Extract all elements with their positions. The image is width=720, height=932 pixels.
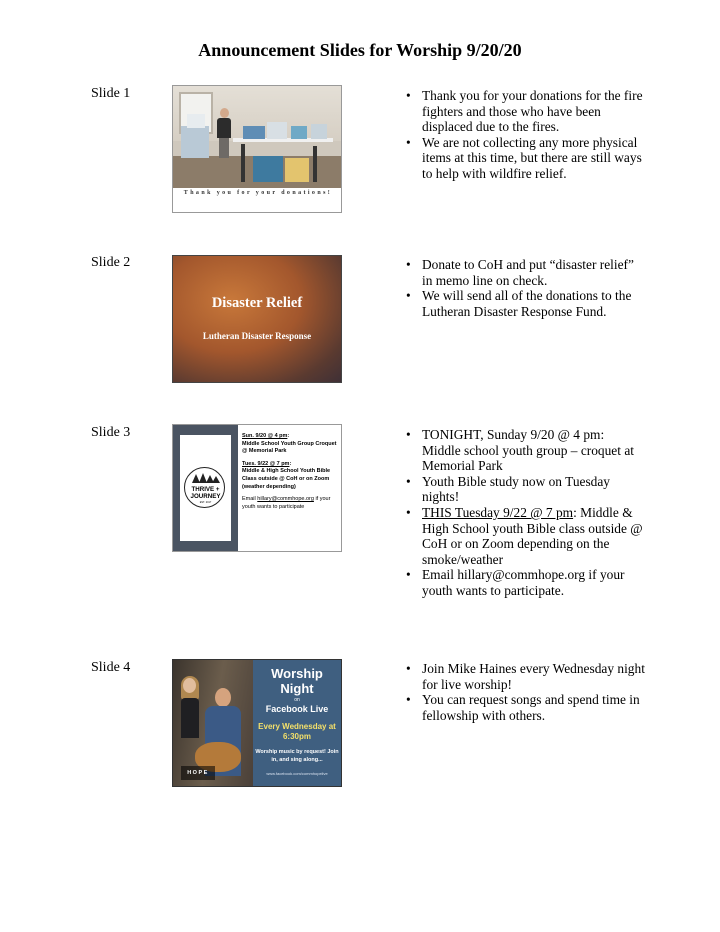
event-desc: Middle School Youth Group Croquet @ Memorial Park	[242, 440, 337, 455]
email-post: if your youth wants to participate	[242, 496, 331, 510]
event-desc: Middle & High School Youth Bible Class outside @ CoH or on Zoom (weather depending)	[242, 468, 331, 490]
slide-1-note: • We are not collecting any more physical items at this time, but there are still ways to help with wildfire relief.	[406, 135, 646, 182]
slide-2-heading: Disaster Relief	[211, 295, 303, 311]
email-link[interactable]: hillary@commhope.org	[257, 496, 314, 503]
slide-3-notes	[406, 427, 646, 599]
logo-tag: EST. 2017	[199, 501, 212, 504]
slide-2-note: • Donate to CoH and put “disaster relief” in memo line on check.	[406, 257, 646, 288]
slide-1-caption: Thank you for your donations!	[183, 190, 333, 196]
logo-text: JOURNEY	[190, 492, 221, 500]
slide-2-note: • We will send all of the donations to the Lutheran Disaster Response Fund.	[406, 288, 646, 319]
on-text: on	[294, 697, 300, 703]
slide-2-thumbnail	[172, 255, 342, 383]
event-date: Tues. 9/22 @ 7 pm	[242, 460, 290, 467]
slide-3-note	[406, 505, 646, 567]
email-pre: Email	[242, 496, 258, 503]
slide-1-notes	[406, 88, 646, 182]
slide-1-label: Slide 1	[91, 86, 131, 101]
slide-4-thumbnail	[172, 659, 342, 787]
slide-3-note: • TONIGHT, Sunday 9/20 @ 4 pm: Middle school youth group – croquet at Memorial Park	[406, 427, 646, 474]
page-title: Announcement Slides for Worship 9/20/20	[198, 40, 522, 60]
donations-photo	[173, 86, 342, 188]
trees-icon	[190, 473, 221, 483]
facebook-live-text: Facebook Live	[265, 704, 329, 714]
logo-text: THRIVE +	[191, 486, 220, 493]
note-underlined: THIS Tuesday 9/22 @ 7 pm	[422, 504, 574, 520]
slide-1-note: • Thank you for your donations for the fire fighters and those who have been displaced due to the fires.	[406, 88, 646, 135]
worship-photo	[173, 660, 253, 787]
slide-1-thumbnail	[172, 85, 342, 213]
slide-3-text: Sun. 9/20 @ 4 pm: Middle School Youth Group Croquet @ Memorial Park Tues. 9/22 @ 7 pm: Middle & High School Youth Bible Class outside @ CoH or on Zoom (weather depending) Email hillary@commhope.org if your youth wants to participate	[242, 433, 337, 510]
schedule-text: Every Wednesday at 6:30pm	[258, 722, 336, 741]
slide-3-note: • Youth Bible study now on Tuesday nights!	[406, 474, 646, 505]
slide-3-thumbnail	[172, 424, 342, 552]
slide-2-subheading: Lutheran Disaster Response	[202, 331, 312, 341]
slide-4-label: Slide 4	[91, 660, 131, 675]
slide-3-label: Slide 3	[91, 425, 131, 440]
note-rest: : Middle & High School youth Bible class outside @ CoH or on Zoom depending on the smoke/weather	[422, 504, 643, 567]
thrive-journey-logo	[180, 435, 231, 541]
slide-2-notes	[406, 257, 646, 319]
slide-3-note: • Email hillary@commhope.org if your youth wants to participate.	[406, 567, 646, 598]
facebook-url: www.facebook.com/commhopelive	[266, 771, 328, 776]
slide-4-notes	[406, 661, 646, 723]
logo-panel	[173, 425, 238, 552]
event-date: Sun. 9/20 @ 4 pm	[242, 433, 288, 439]
worship-night-title: Worship Night	[271, 666, 323, 696]
slide-4-note: • Join Mike Haines every Wednesday night for live worship!	[406, 661, 646, 692]
request-text: Worship music by request! Join in, and sing along...	[255, 749, 339, 763]
slide-4-note: • You can request songs and spend time in fellowship with others.	[406, 692, 646, 723]
slide-2-label: Slide 2	[91, 255, 131, 270]
hope-logo: HOPE	[181, 766, 215, 780]
